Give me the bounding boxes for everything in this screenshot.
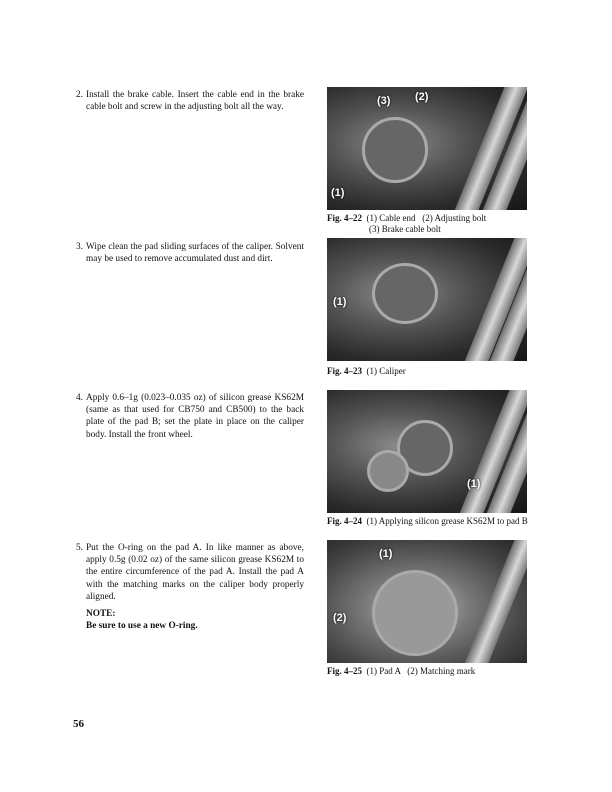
step-number: 2. bbox=[76, 90, 83, 100]
step-text: Put the O-ring on the pad A. In like manner as above, apply 0.5g (0.02 oz) of the same silicon grease KS62M to the entire circumference of the pad A. Install the pad A with the matching marks on the caliper body properly aligned. bbox=[86, 543, 304, 602]
step-text: Install the brake cable. Insert the cable end in the brake cable bolt and screw in the adjusting bolt all the way. bbox=[86, 90, 304, 113]
step-2 bbox=[76, 89, 304, 113]
figure-number: Fig. 4–22 bbox=[327, 213, 362, 223]
photo-fig-4-23 bbox=[327, 238, 527, 361]
callout-label: (1) bbox=[379, 548, 393, 560]
caption-fig-4-25 bbox=[327, 666, 475, 677]
note-text: Be sure to use a new O-ring. bbox=[86, 621, 198, 632]
step-number: 5. bbox=[76, 543, 83, 553]
step-text: Wipe clean the pad sliding surfaces of the caliper. Solvent may be used to remove accumulated dust and dirt. bbox=[86, 242, 304, 265]
caption-fig-4-22 bbox=[327, 213, 486, 235]
photo-fig-4-22 bbox=[327, 87, 527, 210]
step-5 bbox=[76, 542, 304, 632]
callout-label: (2) bbox=[333, 612, 347, 624]
figure-number: Fig. 4–25 bbox=[327, 666, 362, 676]
callout-label: (1) bbox=[331, 187, 345, 199]
figure-number: Fig. 4–23 bbox=[327, 366, 362, 376]
step-number: 3. bbox=[76, 242, 83, 252]
step-4 bbox=[76, 392, 304, 441]
caption-text: (1) Applying silicon grease KS62M to pad B bbox=[366, 516, 528, 526]
caption-fig-4-23 bbox=[327, 366, 406, 377]
callout-label: (3) bbox=[377, 95, 391, 107]
step-text: Apply 0.6–1g (0.023–0.035 oz) of silicon grease KS62M (same as that used for CB750 and CB500) to the back plate of the pad B; set the plate in place on the caliper body. Install the front wheel. bbox=[86, 393, 304, 440]
photo-fig-4-25 bbox=[327, 540, 527, 663]
callout-label: (1) bbox=[333, 296, 347, 308]
caption-text: (1) Cable end (2) Adjusting bolt bbox=[366, 213, 487, 223]
figure-number: Fig. 4–24 bbox=[327, 516, 362, 526]
caption-text: (1) Caliper bbox=[366, 366, 406, 376]
callout-label: (2) bbox=[415, 91, 429, 103]
callout-label: (1) bbox=[467, 478, 481, 490]
caption-fig-4-24 bbox=[327, 516, 528, 527]
step-number: 4. bbox=[76, 393, 83, 403]
page-number: 56 bbox=[73, 718, 84, 730]
note-heading: NOTE: bbox=[86, 609, 116, 620]
caption-text: (1) Pad A (2) Matching mark bbox=[366, 666, 476, 676]
photo-fig-4-24 bbox=[327, 390, 527, 513]
caption-text: (3) Brake cable bolt bbox=[369, 224, 441, 234]
step-3 bbox=[76, 241, 304, 265]
